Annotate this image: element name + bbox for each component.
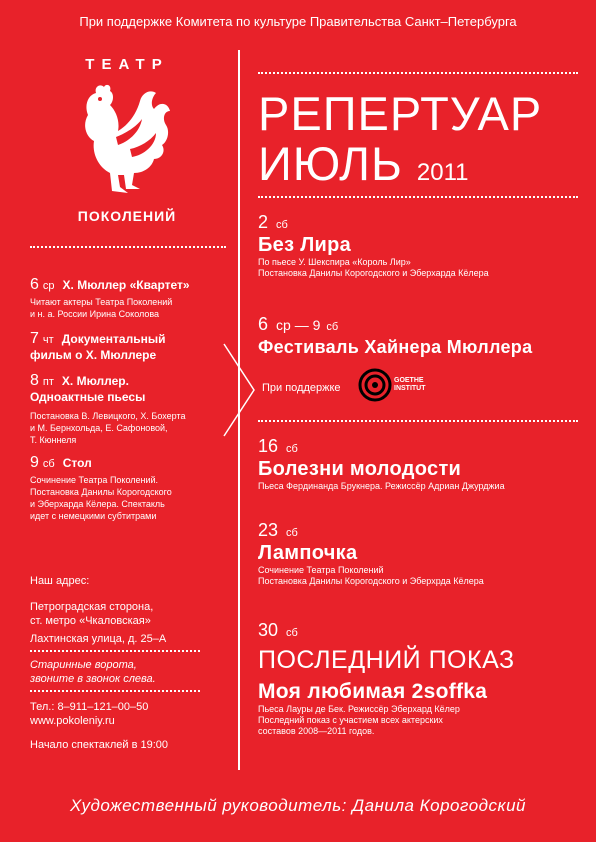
event-weekday: сб (286, 443, 298, 455)
address-note: Старинные ворота, (30, 659, 137, 671)
divider (30, 690, 200, 692)
event-title: Болезни молодости (258, 458, 462, 480)
left-event (30, 330, 230, 362)
event (258, 620, 583, 641)
repertoire-title: РЕПЕРТУАР (258, 87, 543, 140)
repertoire-year: 2011 (416, 159, 469, 186)
event-title: Фестиваль Хайнера Мюллера (258, 337, 533, 357)
event-date: 2 (258, 212, 269, 232)
address-line: ст. метро «Чкаловская» (30, 615, 151, 627)
event-title: Лампочка (258, 542, 358, 564)
goethe-logo (358, 368, 426, 402)
event-day: 8 (30, 372, 39, 389)
event-weekday: ср (42, 280, 55, 292)
address-block (30, 574, 230, 752)
left-event (30, 276, 230, 320)
footer-director: Художественный руководитель: Данила Корогодский (70, 796, 526, 815)
divider (30, 246, 226, 248)
event-title: Х. Мюллер. (61, 374, 129, 388)
event-desc-line: Пьеса Фердинанда Брукнера. Режиссёр Адриан Джурджиа (258, 481, 505, 491)
logo-title-top: ТЕАТР (85, 56, 169, 73)
event-date: 23 (258, 520, 279, 540)
event-weekday: сб (286, 627, 298, 639)
event-desc-line: Постановка Данилы Корогодского (30, 487, 172, 497)
event (258, 314, 583, 359)
event-desc-line: идет с немецкими субтитрами (30, 511, 157, 521)
event-title: Документальный (61, 332, 166, 346)
goethe-text: INSTITUT (394, 385, 426, 392)
event (258, 520, 583, 587)
phone-number: Тел.: 8–911–121–00–50 (30, 701, 149, 713)
divider (30, 650, 200, 652)
divider (258, 72, 578, 74)
goethe-text: GOETHE (394, 377, 424, 384)
address-note: звоните в звонок слева. (30, 673, 156, 685)
event-weekday: сб (276, 219, 288, 231)
repertoire-month: ИЮЛЬ (258, 137, 403, 190)
event-weekday: сб (286, 527, 298, 539)
chevron-right-icon (222, 342, 262, 462)
address-line: Лахтинская улица, д. 25–А (30, 633, 167, 645)
repertoire-month-line (258, 137, 469, 197)
event-day: 9 (30, 454, 39, 471)
event-date: 16 (258, 436, 279, 456)
event-title-line2: Одноактные пьесы (30, 390, 146, 404)
event-desc-line: Пьеса Лауры де Бек. Режиссёр Эберхард Кёлер (258, 704, 460, 714)
address-label: Наш адрес: (30, 575, 90, 587)
last-show-heading: ПОСЛЕДНИЙ ПОКАЗ (258, 646, 515, 674)
event-weekday: чт (42, 334, 54, 346)
event-weekday: пт (42, 376, 54, 388)
left-event (30, 372, 230, 446)
website-link[interactable]: www.pokoleniy.ru (30, 715, 115, 727)
event-desc-line: Читают актеры Театра Поколений (30, 297, 173, 307)
event-desc-line: Сочинение Театра Поколений. (30, 475, 159, 485)
start-time: Начало спектаклей в 19:00 (30, 739, 169, 751)
event (258, 212, 583, 279)
event-desc-line: По пьесе У. Шекспира «Король Лир» (258, 257, 411, 267)
event (258, 436, 583, 492)
event-desc-line: Постановка Данилы Корогодского и Эберхрда Кёлера (258, 576, 484, 586)
event-desc-line: Постановка Данилы Корогодского и Эберхарда Кёлера (258, 268, 489, 278)
event-date: 30 (258, 620, 279, 640)
event-title: Х. Мюллер «Квартет» (62, 278, 190, 292)
address-line: Петроградская сторона, (30, 601, 154, 613)
event-day: 6 (30, 276, 39, 293)
rooster-icon (70, 75, 180, 205)
event-title: Стол (62, 456, 92, 470)
event-desc-line: и н. а. России Ирина Соколова (30, 309, 160, 319)
event-desc-line: Сочинение Театра Поколений (258, 565, 384, 575)
event-desc-line: Т. Кюннеля (30, 435, 77, 445)
divider (258, 196, 578, 198)
event-desc-line: и Эберхарда Кёлера. Спектакль (30, 499, 165, 509)
left-event (30, 454, 230, 522)
event-weekday: сб (42, 458, 55, 470)
event-desc-line: составов 2008—2011 годов. (258, 726, 375, 736)
event-day: 7 (30, 330, 39, 347)
event (258, 680, 583, 737)
event-title-line2: фильм о Х. Мюллере (30, 348, 157, 362)
logo-title-bottom: ПОКОЛЕНИЙ (77, 208, 177, 224)
event-title: Моя любимая 2soffka (258, 680, 488, 703)
event-weekday: сб (326, 321, 339, 333)
support-header: При поддержке Комитета по культуре Правительства Санкт–Петербурга (79, 14, 517, 29)
event-title: Без Лира (258, 234, 352, 256)
event-desc-line: Последний показ с участием всех актерских (258, 715, 443, 725)
event-desc-line: Постановка В. Левицкого, Х. Бохерта (30, 411, 186, 421)
support-label: При поддержке (262, 382, 341, 394)
event-date: 6 (258, 314, 269, 334)
divider (258, 420, 578, 422)
event-weekday: ср — 9 (276, 317, 321, 333)
event-desc-line: и М. Бернхольда, Е. Сафоновой, (30, 423, 168, 433)
goethe-icon (358, 368, 392, 402)
